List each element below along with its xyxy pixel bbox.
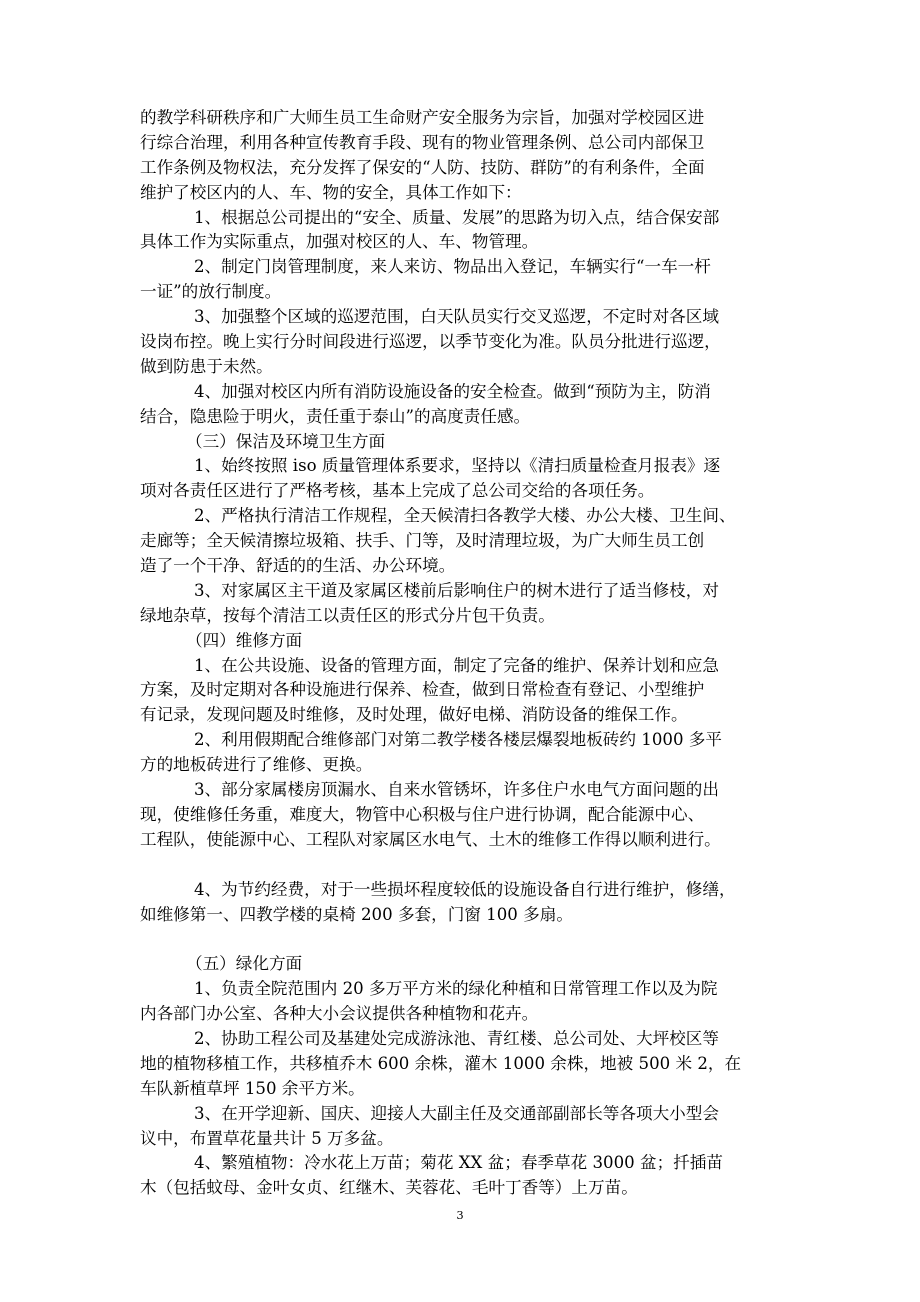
paragraph-line: 车队新植草坪 150 余平方米。 [140,1078,365,1098]
blank-line [140,927,800,952]
paragraph-line: 行综合治理，利用各种宣传教育手段、现有的物业管理条例、总公司内部保卫 [140,132,705,152]
paragraph-line: 如维修第一、四教学楼的桌椅 200 多套，门窗 100 多扇。 [140,904,573,924]
section-heading: （三）保洁及环境卫生方面 [186,431,386,451]
paragraph-line: 2、利用假期配合维修部门对第二教学楼各楼层爆裂地板砖约 1000 多平 [194,730,722,750]
paragraph-line: 方案，及时定期对各种设施进行保养、检查，做到日常检查有登记、小型维护 [140,680,705,700]
paragraph-line: 造了一个干净、舒适的的生活、办公环境。 [140,556,456,576]
document-body [140,106,800,1201]
paragraph-line: 1、负责全院范围内 20 多万平方米的绿化种植和日常管理工作以及为院 [194,979,718,999]
paragraph-line: 维护了校区内的人、车、物的安全，具体工作如下： [140,182,522,202]
paragraph-line: 3、对家属区主干道及家属区楼前后影响住户的树木进行了适当修枝，对 [194,580,719,600]
paragraph-line: 议中，布置草花量共计 5 万多盆。 [140,1128,394,1148]
paragraph-line: 的教学科研秩序和广大师生员工生命财产安全服务为宗旨，加强对学校园区进 [140,108,705,127]
paragraph-line: 绿地杂草，按每个清洁工以责任区的形式分片包干负责。 [140,605,555,625]
paragraph-line: 工程队，使能源中心、工程队对家属区水电气、土木的维修工作得以顺利进行。 [140,829,721,849]
paragraph-line: 现，使维修任务重，难度大，物管中心积极与住户进行协调，配合能源中心、 [140,804,705,824]
paragraph-line: 4、繁殖植物：冷水花上万苗；菊花 XX 盆；春季草花 3000 盆；扦插苗 [194,1153,723,1173]
paragraph-line: 结合，隐患险于明火，责任重于泰山”的高度责任感。 [140,406,531,426]
paragraph-line: 4、为节约经费，对于一些损坏程度较低的设施设备自行进行维护，修缮， [194,879,736,899]
section-heading: （五）绿化方面 [186,954,303,974]
paragraph-line: 项对各责任区进行了严格考核，基本上完成了总公司交给的各项任务。 [140,481,655,501]
paragraph-line: 内各部门办公室、各种大小会议提供各种植物和花卉。 [140,1004,539,1024]
paragraph-line: 3、加强整个区域的巡逻范围，白天队员实行交叉巡逻，不定时对各区域 [194,307,719,327]
paragraph-line: 设岗布控。晚上实行分时间段进行巡逻，以季节变化为准。队员分批进行巡逻， [140,332,721,352]
section-heading: （四）维修方面 [186,630,303,650]
paragraph-line: 3、在开学迎新、国庆、迎接人大副主任及交通部副部长等各项大小型会 [194,1103,719,1123]
paragraph-line: 地的植物移植工作，共移植乔木 600 余株，灌木 1000 余株，地被 500 米 2，在 [140,1053,742,1073]
paragraph-line: 走廊等；全天候清擦垃圾箱、扶手、门等，及时清理垃圾，为广大师生员工创 [140,531,705,551]
paragraph-line: 4、加强对校区内所有消防设施设备的安全检查。做到“预防为主，防消 [194,381,711,401]
paragraph-line: 2、协助工程公司及基建处完成游泳池、青红楼、总公司处、大坪校区等 [194,1028,719,1048]
page-number: 3 [456,1208,464,1222]
paragraph-line: 具体工作为实际重点，加强对校区的人、车、物管理。 [140,232,539,252]
paragraph-line: 有记录，发现问题及时维修，及时处理，做好电梯、消防设备的维保工作。 [140,705,688,725]
paragraph-line: 工作条例及物权法，充分发挥了保安的“人防、技防、群防”的有利条件，全面 [140,157,705,177]
paragraph-line: 3、部分家属楼房顶漏水、自来水管锈坏，许多住户水电气方面问题的出 [194,780,719,800]
paragraph-line: 做到防患于未然。 [140,356,273,376]
paragraph-line: 一证”的放行制度。 [140,282,282,302]
paragraph-line: 木（包括蚊母、金叶女贞、红继木、芙蓉花、毛叶丁香等）上万苗。 [140,1178,638,1198]
paragraph-line: 1、根据总公司提出的“安全、质量、发展”的思路为切入点，结合保安部 [194,207,720,227]
paragraph-line: 1、在公共设施、设备的管理方面，制定了完备的维护、保养计划和应急 [194,655,719,675]
paragraph-line: 2、严格执行清洁工作规程，全天候清扫各教学大楼、办公大楼、卫生间、 [194,506,736,526]
paragraph-line: 方的地板砖进行了维修、更换。 [140,755,373,775]
blank-line [140,853,800,878]
paragraph-line: 1、始终按照 iso 质量管理体系要求，坚持以《清扫质量检查月报表》逐 [194,456,721,476]
paragraph-line: 2、制定门岗管理制度，来人来访、物品出入登记，车辆实行“一车一杆 [194,257,711,277]
